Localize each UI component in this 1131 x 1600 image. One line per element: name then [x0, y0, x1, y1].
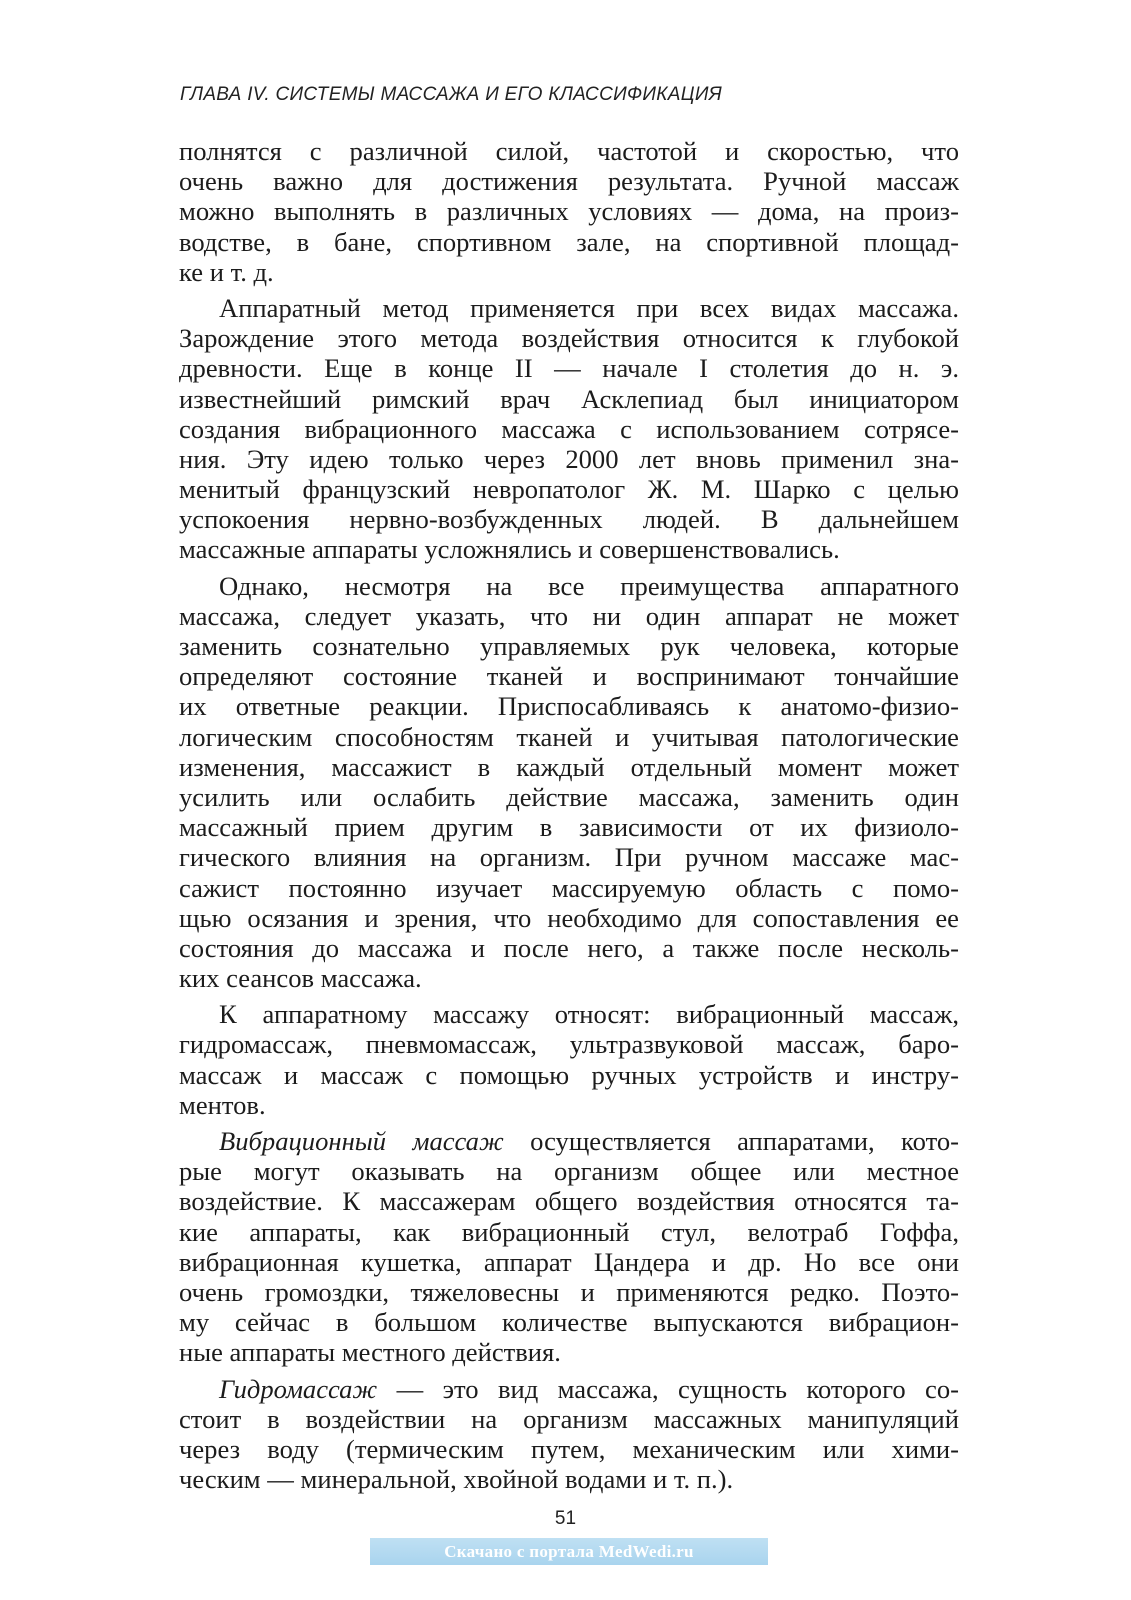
text-line: очень важно для достижения результата. Ручной массаж	[179, 166, 959, 197]
text-line: гического влияния на организм. При ручном массаже мас-	[179, 842, 959, 873]
text-line: можно выполнять в различных условиях — дома, на произ-	[179, 196, 959, 227]
text-line: массажа, следует указать, что ни один аппарат не может	[179, 600, 959, 631]
text-line: изменения, массажист в каждый отдельный момент может	[179, 751, 959, 782]
text-line: определяют состояние тканей и воспринимают тончайшие	[179, 661, 959, 692]
paragraph-4	[179, 999, 959, 1120]
text-line: создания вибрационного массажа с использованием сотрясе-	[179, 413, 959, 444]
text-fragment: — это вид массажа, сущность которого со-	[377, 1373, 959, 1404]
text-line: древности. Еще в конце II — начале I столетия до н. э.	[179, 353, 959, 384]
text-line: усилить или ослабить действие массажа, заменить один	[179, 781, 959, 812]
text-line: массажный прием другим в зависимости от их физиоло-	[179, 812, 959, 843]
text-line: массаж и массаж с помощью ручных устройств и инстру-	[179, 1059, 959, 1090]
paragraph-2	[179, 293, 959, 565]
text-line: массажные аппараты усложнялись и совершенствовались.	[179, 534, 840, 565]
text-line: воздействие. К массажерам общего воздействия относятся та-	[179, 1186, 959, 1217]
text-line: Зарождение этого метода воздействия относится к глубокой	[179, 323, 959, 354]
text-line: ких сеансов массажа.	[179, 963, 422, 994]
text-line: логическим способностям тканей и учитывая патологические	[179, 721, 959, 752]
text-line: ментов.	[179, 1089, 266, 1120]
text-line: щью осязания и зрения, что необходимо для сопоставления ее	[179, 902, 959, 933]
text-line: успокоения нервно-возбужденных людей. В дальнейшем	[179, 504, 959, 535]
text-line	[179, 1374, 959, 1404]
main-text	[179, 136, 959, 1500]
text-line: вибрационная кушетка, аппарат Цандера и др. Но все они	[179, 1246, 959, 1277]
text-line: му сейчас в большом количестве выпускаются вибрацион-	[179, 1307, 959, 1338]
paragraph-3	[179, 571, 959, 994]
text-line	[179, 1126, 959, 1156]
text-line: состояния до массажа и после него, а также после несколь-	[179, 932, 959, 963]
paragraph-5	[179, 1126, 959, 1368]
text-line: Аппаратный метод применяется при всех видах массажа.	[219, 292, 959, 323]
download-banner[interactable]	[370, 1538, 768, 1565]
download-banner-text: Скачано с портала MedWedi.ru	[444, 1541, 694, 1561]
text-line: очень громоздки, тяжеловесны и применяются редко. Поэто-	[179, 1276, 959, 1307]
text-line: кие аппараты, как вибрационный стул, велотраб Гоффа,	[179, 1216, 959, 1247]
page-number: 51	[554, 1508, 577, 1529]
text-line: полнятся с различной силой, частотой и скоростью, что	[179, 136, 959, 166]
text-line: сажист постоянно изучает массируемую область с помо-	[179, 872, 959, 903]
text-line: известнейший римский врач Асклепиад был инициатором	[179, 383, 959, 414]
text-line: менитый французский невропатолог Ж. М. Шарко с целью	[179, 474, 959, 505]
paragraph-1	[179, 136, 959, 287]
text-line: заменить сознательно управляемых рук человека, которые	[179, 631, 959, 661]
text-fragment: осуществляется аппаратами, кото-	[503, 1126, 959, 1156]
text-line: через воду (термическим путем, механическим или хими-	[179, 1433, 959, 1464]
running-header: ГЛАВА IV. СИСТЕМЫ МАССАЖА И ЕГО КЛАССИФИКАЦИЯ	[180, 84, 723, 105]
paragraph-6	[179, 1374, 959, 1495]
text-line: ческим — минеральной, хвойной водами и т. п.).	[179, 1464, 734, 1495]
text-line: рые могут оказывать на организм общее или местное	[179, 1156, 959, 1187]
text-line: стоит в воздействии на организм массажных манипуляций	[179, 1403, 959, 1434]
text-line: Однако, несмотря на все преимущества аппаратного	[219, 570, 959, 601]
italic-term: Вибрационный массаж	[219, 1126, 504, 1156]
text-line: их ответные реакции. Приспосабливаясь к анатомо-физио-	[179, 691, 959, 722]
text-line: ке и т. д.	[179, 256, 274, 287]
text-line: гидромассаж, пневмомассаж, ультразвуковой массаж, баро-	[179, 1029, 959, 1060]
text-line: водстве, в бане, спортивном зале, на спортивной площад-	[179, 226, 959, 257]
text-line: ные аппараты местного действия.	[179, 1337, 561, 1368]
text-line: ния. Эту идею только через 2000 лет вновь применил зна-	[179, 443, 959, 474]
text-line: К аппаратному массажу относят: вибрационный массаж,	[219, 999, 959, 1030]
italic-term: Гидромассаж	[219, 1373, 378, 1404]
